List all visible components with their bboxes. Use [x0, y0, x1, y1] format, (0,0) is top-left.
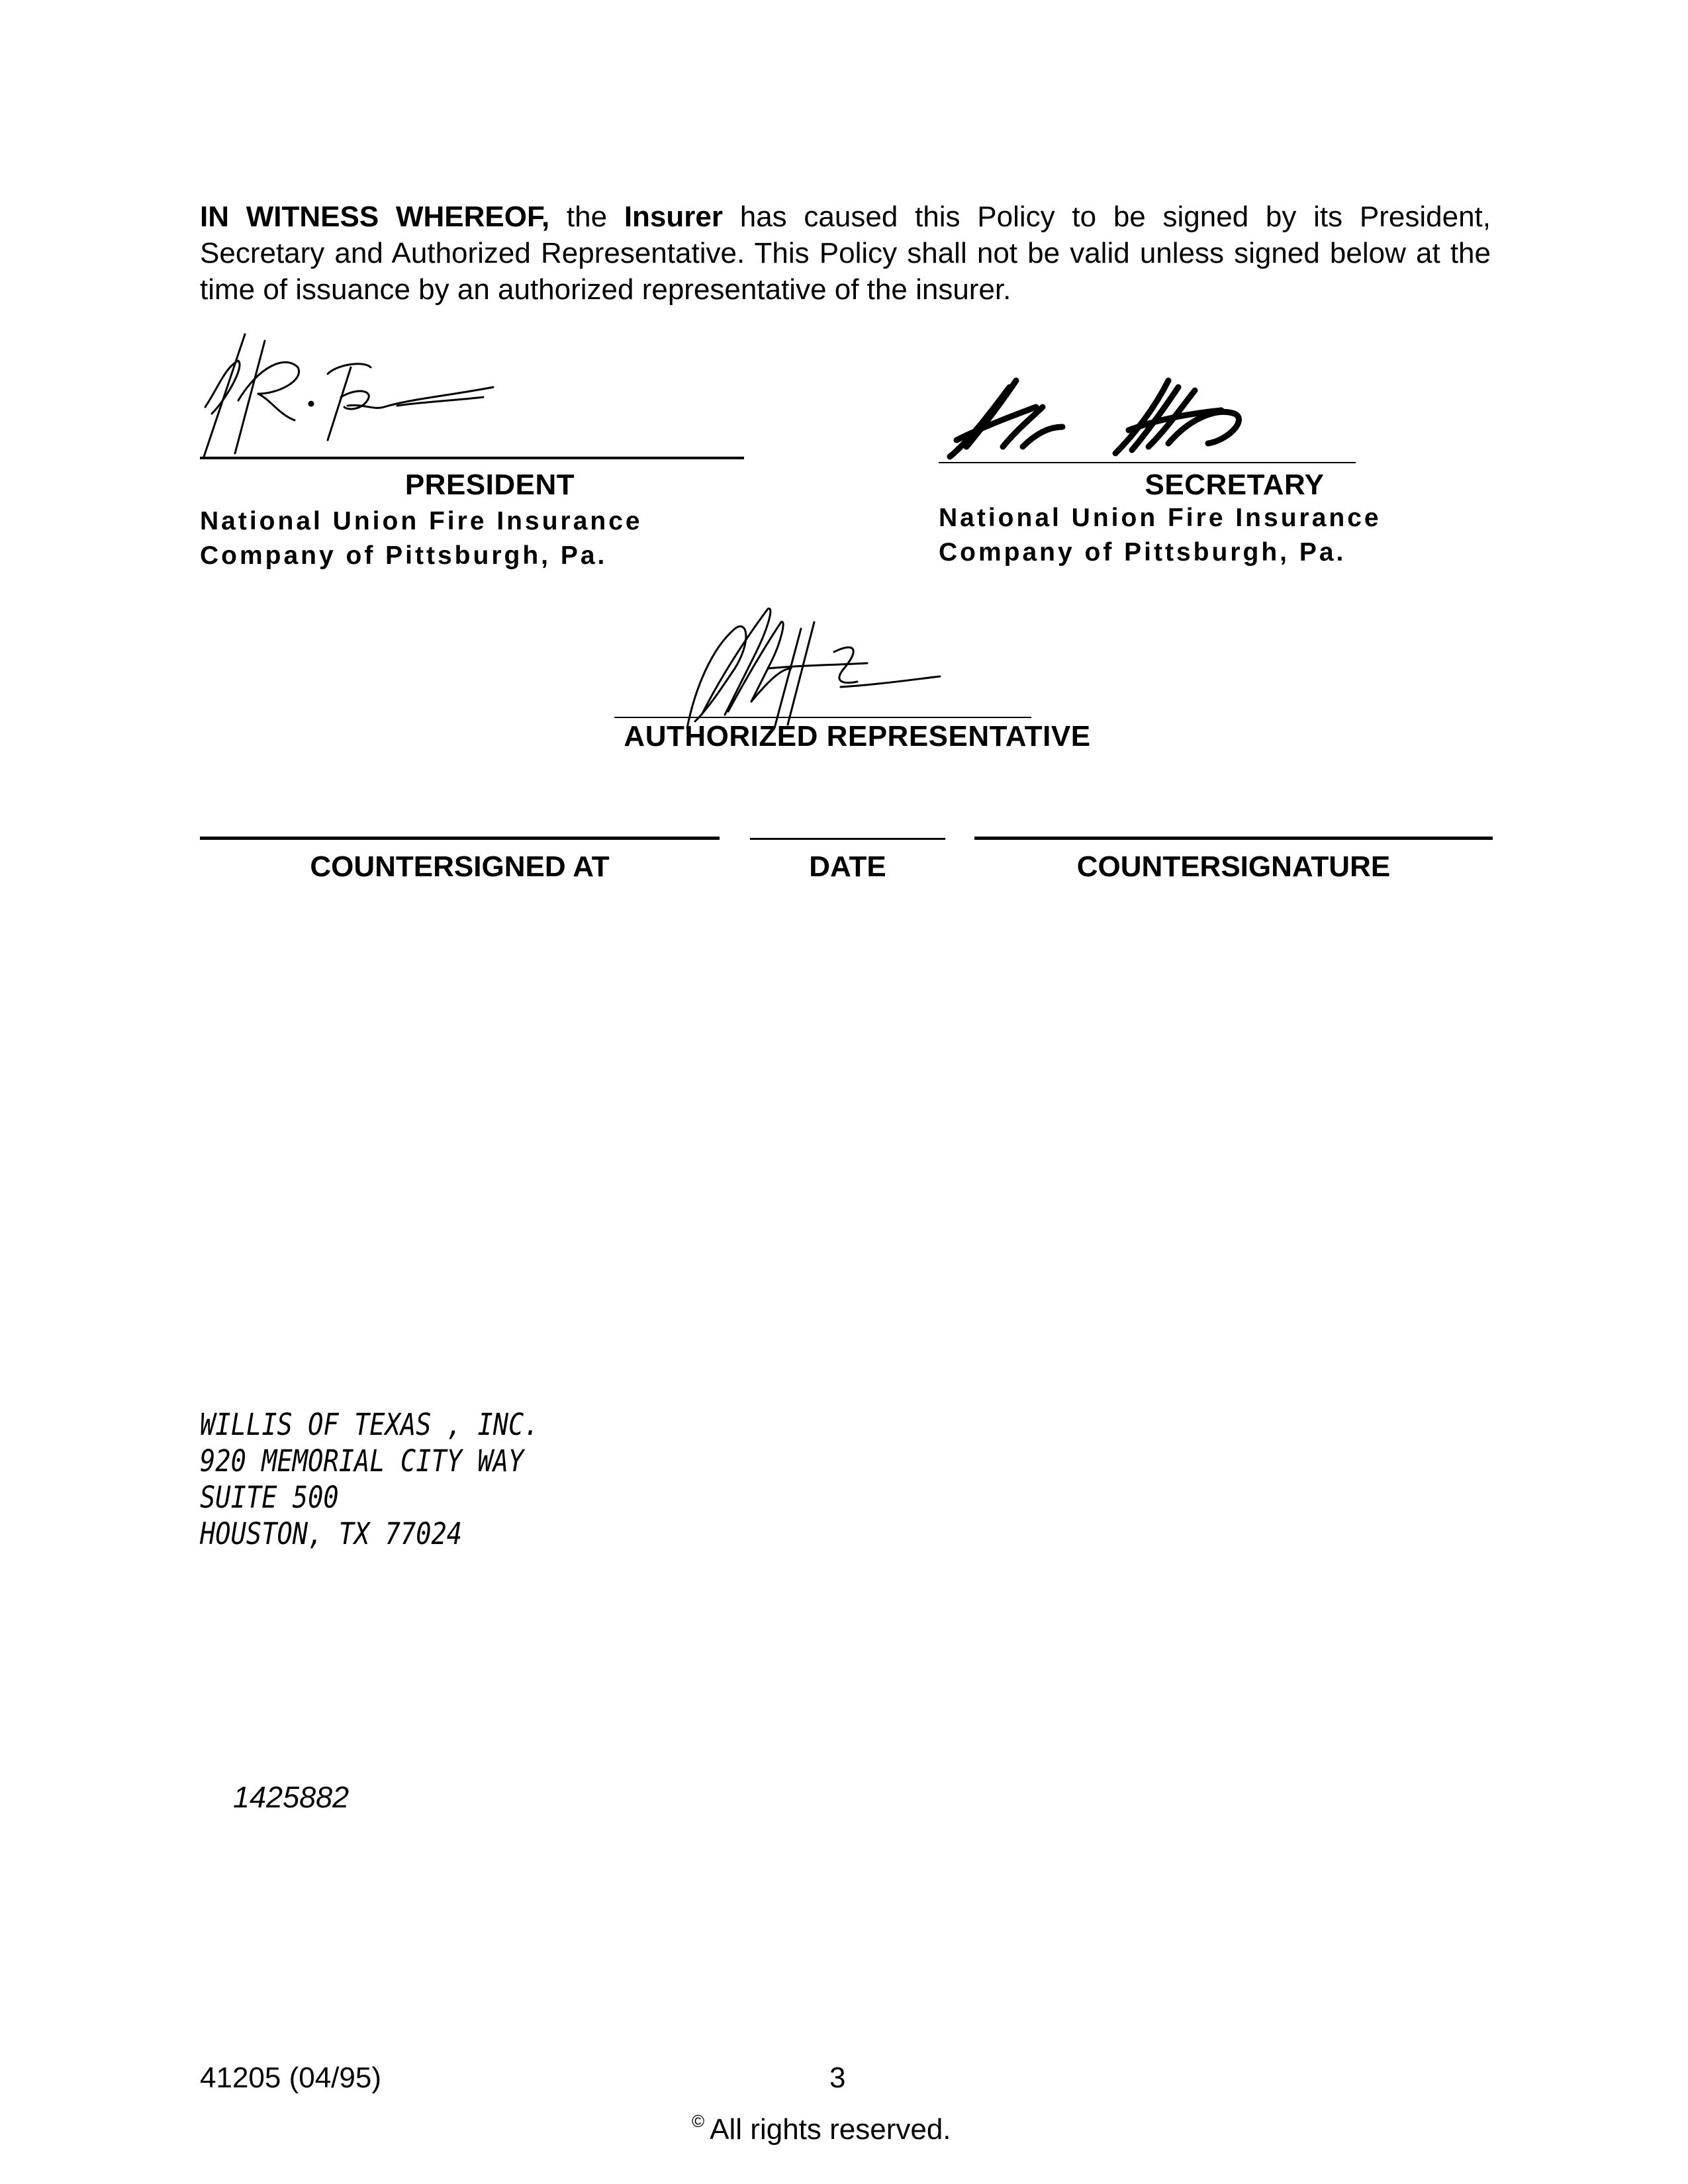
authorized-representative-signature [682, 602, 947, 735]
authorized-representative-signature-line [614, 717, 1031, 718]
witness-text-2: has caused this Policy to be signed by its President, Secretary and Authorized Representative. This Policy shall not be valid unless signed below at the time of issuance by an authorized representative of the insurer. [200, 201, 1491, 306]
president-title: PRESIDENT [404, 469, 575, 501]
countersigned-at-line [200, 837, 720, 840]
countersignature-label: COUNTERSIGNATURE [1076, 850, 1391, 883]
secretary-company-line-1: National Union Fire Insurance [939, 504, 1382, 532]
president-company-line-1: National Union Fire Insurance [200, 507, 643, 535]
president-company-line-2: Company of Pittsburgh, Pa. [200, 541, 608, 570]
secretary-company [939, 501, 1382, 570]
witness-insurer: Insurer [624, 201, 723, 233]
date-line [750, 838, 945, 840]
president-company [200, 504, 643, 573]
witness-clause [200, 199, 1491, 308]
president-signature-line [200, 457, 744, 459]
president-signature [199, 328, 503, 460]
secretary-company-line-2: Company of Pittsburgh, Pa. [939, 538, 1346, 567]
secretary-signature [943, 367, 1261, 467]
witness-lead: IN WITNESS WHEREOF, [200, 201, 550, 233]
witness-text-1: the [549, 201, 624, 233]
address-line-1: WILLIS OF TEXAS , INC. [200, 1407, 539, 1442]
address-line-3: SUITE 500 [200, 1480, 339, 1515]
secretary-signature-line [939, 462, 1356, 463]
address-line-2: 920 MEMORIAL CITY WAY [200, 1443, 524, 1479]
countersignature-line [974, 837, 1493, 840]
mailing-address [200, 1406, 539, 1552]
copyright-text: All rights reserved. [710, 2113, 951, 2146]
copyright-notice [692, 2111, 951, 2146]
date-label: DATE [809, 850, 886, 883]
form-number: 41205 (04/95) [200, 2062, 381, 2094]
secretary-title: SECRETARY [1145, 469, 1325, 501]
page-number: 3 [829, 2062, 846, 2094]
copyright-symbol: © [692, 2111, 705, 2131]
countersigned-at-label: COUNTERSIGNED AT [310, 850, 610, 883]
reference-number: 1425882 [233, 1780, 350, 1814]
authorized-representative-title: AUTHORIZED REPRESENTATIVE [624, 720, 1091, 752]
address-line-4: HOUSTON, TX 77024 [200, 1516, 463, 1551]
